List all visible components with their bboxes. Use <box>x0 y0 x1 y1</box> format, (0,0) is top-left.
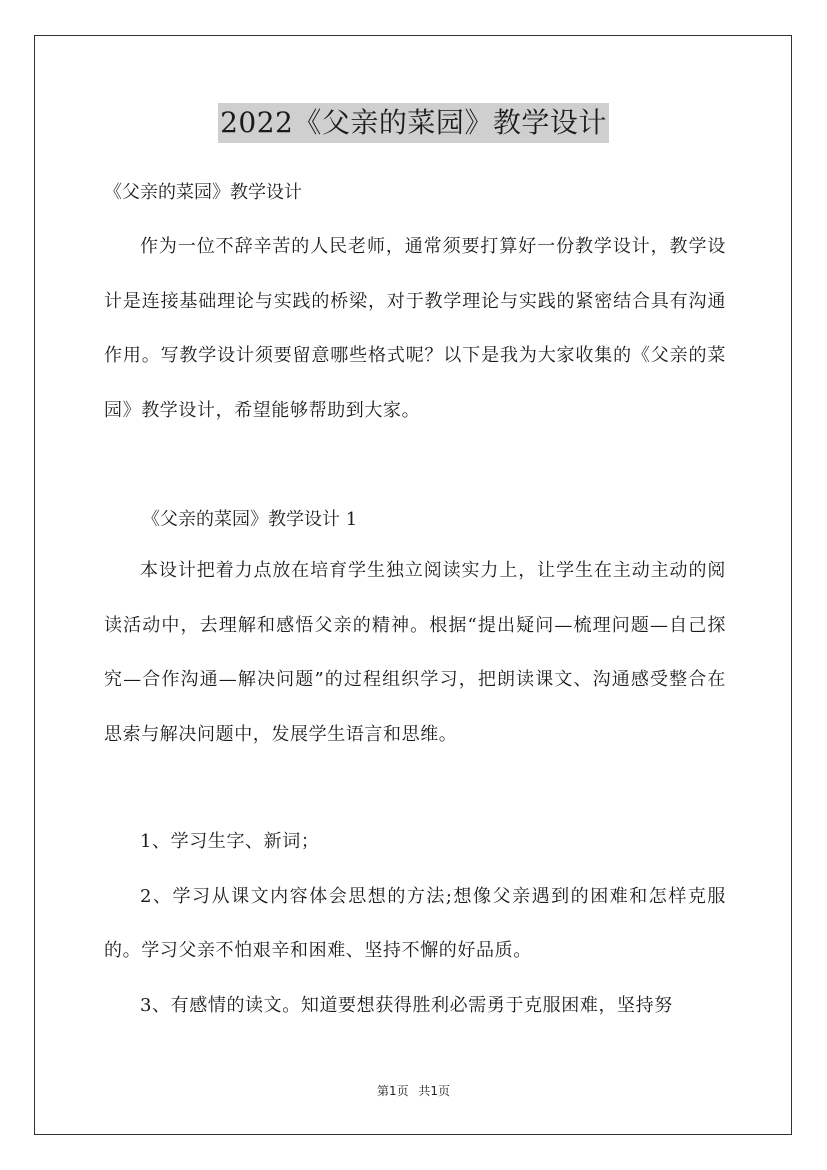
document-subtitle: 《父亲的菜园》教学设计 <box>104 182 302 203</box>
goal-item: 2、学习从课文内容体会思想的方法;想像父亲遇到的困难和怎样克服的。学习父亲不怕艰辛和困难、坚持不懈的好品质。 <box>104 885 726 961</box>
document-title: 2022《父亲的菜园》教学设计 <box>218 103 609 143</box>
title-container <box>0 103 827 143</box>
intro-paragraph: 作为一位不辞辛苦的人民老师，通常须要打算好一份教学设计，教学设计是连接基础理论与实践的桥梁，对于教学理论与实践的紧密结合具有沟通作用。写教学设计须要留意哪些格式呢？以下是我为大家收集的《父亲的菜园》教学设计，希望能够帮助到大家。 <box>104 236 726 421</box>
page-total: 共1页 <box>418 1084 451 1098</box>
section-body-paragraph: 本设计把着力点放在培育学生独立阅读实力上，让学生在主动主动的阅读活动中，去理解和感悟父亲的精神。根据“提出疑问—梳理问题—自己探究—合作沟通—解决问题”的过程组织学习，把朗读课文、沟通感受整合在思索与解决问题中，发展学生语言和思维。 <box>104 560 726 745</box>
section-heading: 《父亲的菜园》教学设计 1 <box>142 509 358 530</box>
page-number: 第1页 <box>376 1084 409 1098</box>
goals-list <box>104 815 726 1033</box>
goal-item: 1、学习生字、新词； <box>140 831 320 852</box>
goal-item: 3、有感情的读文。知道要想获得胜利必需勇于克服困难，坚持努 <box>140 994 673 1016</box>
page-footer <box>0 1082 827 1099</box>
